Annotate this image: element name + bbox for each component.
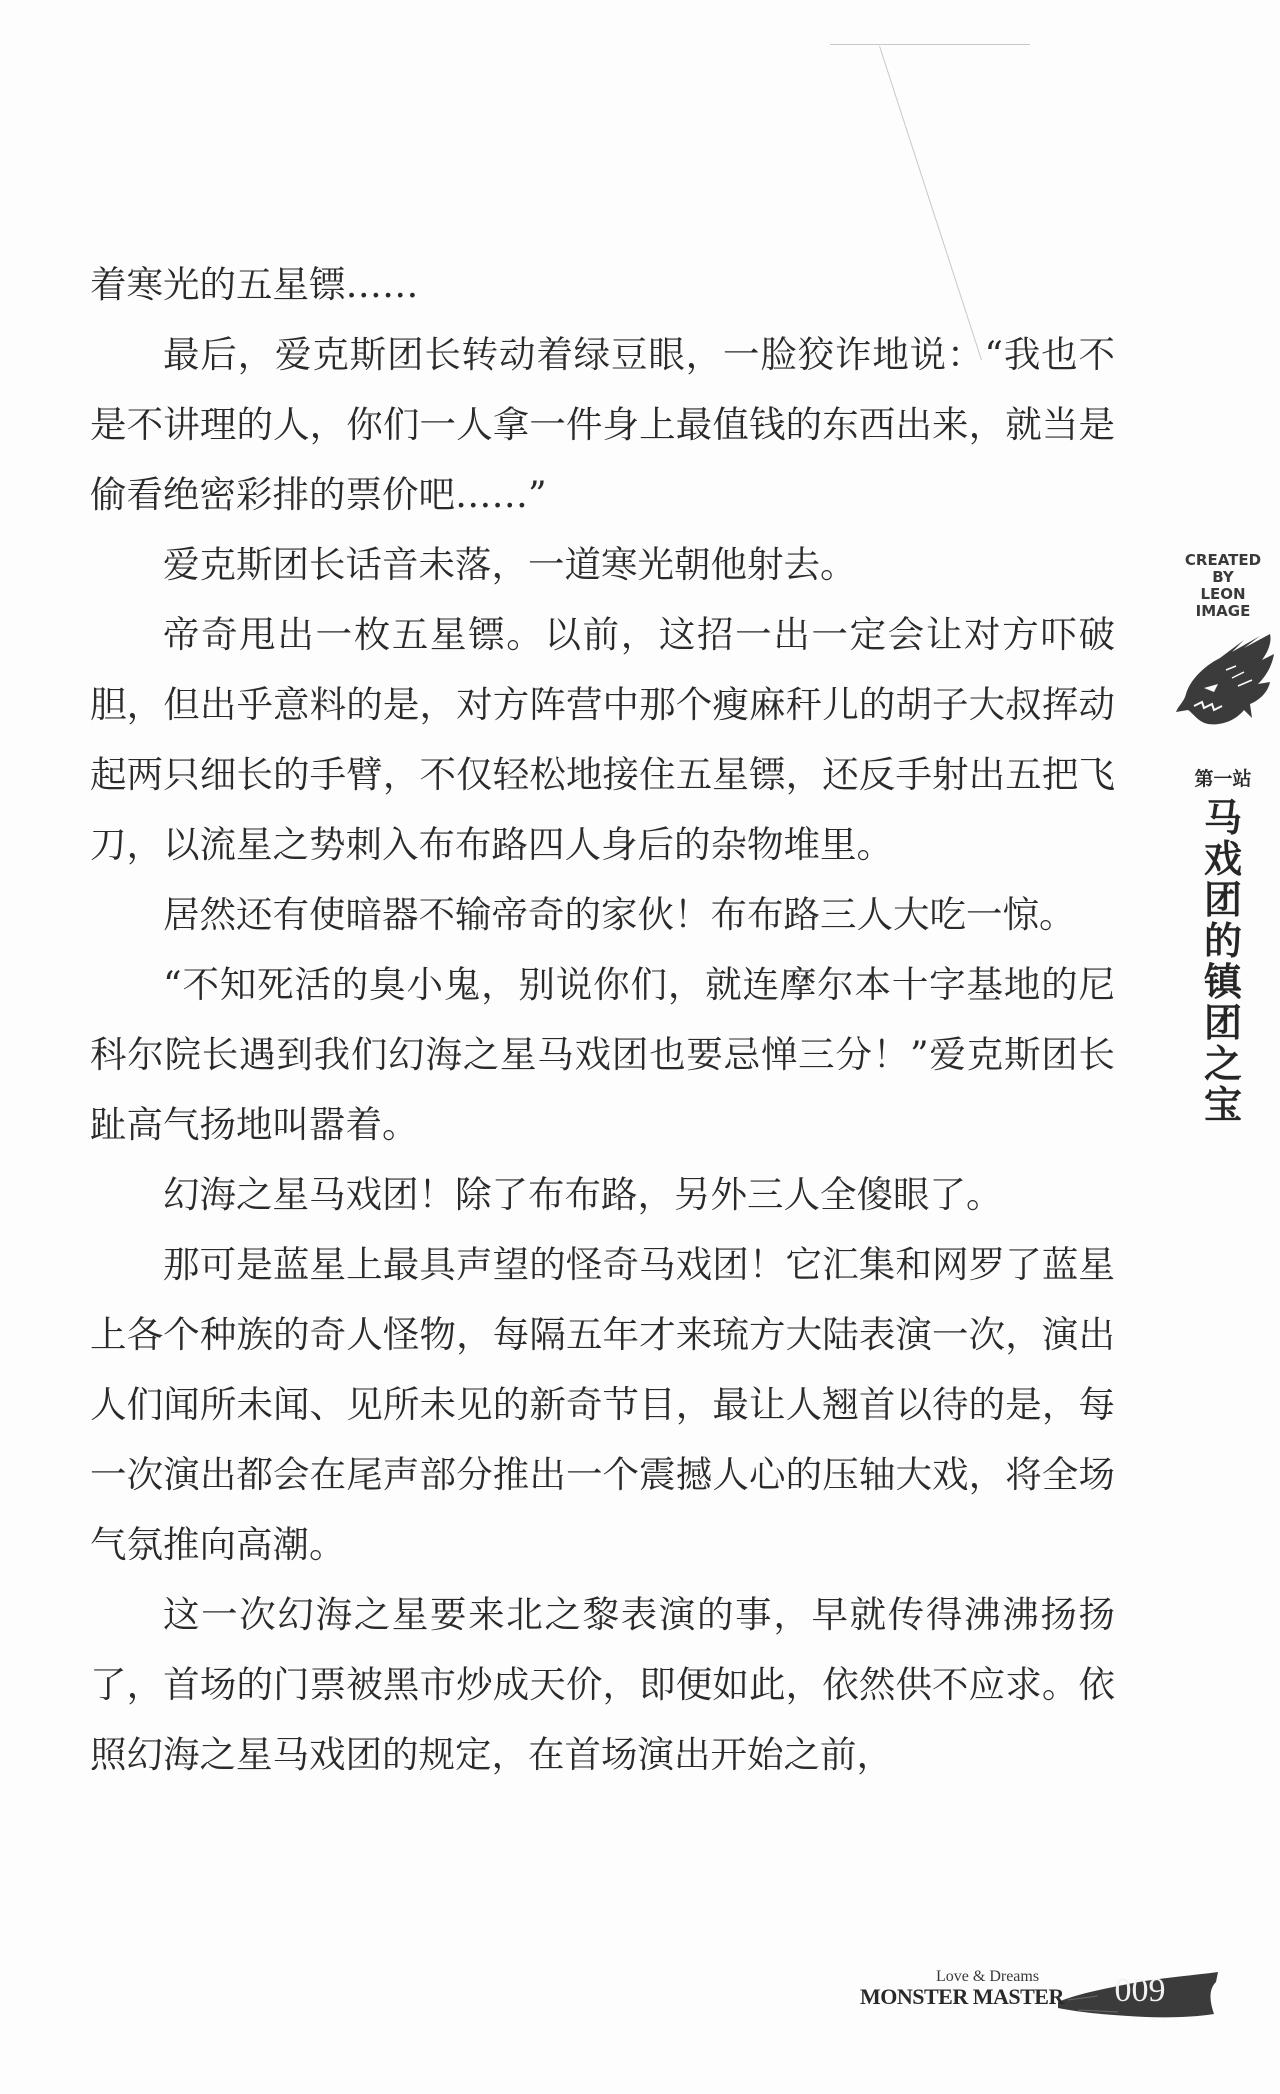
paragraph: 幻海之星马戏团！除了布布路，另外三人全傻眼了。: [163, 1173, 1003, 1216]
scan-mark: [830, 44, 1030, 45]
paragraph: 那可是蓝星上最具声望的怪奇马戏团！它汇集和网罗了蓝星上各个种族的奇人怪物，每隔五年才来琉方大陆表演一次，演出人们闻所未闻、见所未见的新奇节目，最让人翘首以待的是，每一次演出都会在尾声部分推出一个震撼人心的压轴大戏，将全场气氛推向高潮。: [90, 1243, 1115, 1566]
credit-line: LEON: [1200, 585, 1246, 603]
paragraph: 帝奇甩出一枚五星镖。以前，这招一出一定会让对方吓破胆，但出乎意料的是，对方阵营中那个瘦麻秆儿的胡子大叔挥动起两只细长的手臂，不仅轻松地接住五星镖，还反手射出五把飞刀，以流星之势刺入布布路四人身后的杂物堆里。: [90, 613, 1115, 866]
station-label: 第一站: [1194, 768, 1252, 790]
credit-line: CREATED: [1184, 551, 1262, 569]
dragon-head-icon: [1174, 626, 1278, 726]
paragraph: 着寒光的五星镖……: [90, 263, 419, 306]
paragraph: 爱克斯团长话音未落，一道寒光朝他射去。: [163, 543, 857, 586]
series-brand: MONSTER MASTER: [860, 1984, 1064, 2009]
series-subtitle: Love & Dreams: [936, 1968, 1040, 1985]
credit-line: IMAGE: [1195, 602, 1251, 620]
paragraph: “不知死活的臭小鬼，别说你们，就连摩尔本十字基地的尼科尔院长遇到我们幻海之星马戏团也要忌惮三分！”爱克斯团长趾高气扬地叫嚣着。: [90, 963, 1115, 1146]
paragraph: 最后，爱克斯团长转动着绿豆眼，一脸狡诈地说：“我也不是不讲理的人，你们一人拿一件身上最值钱的东西出来，就当是偷看绝密彩排的票价吧……”: [90, 333, 1115, 516]
chapter-side-tab: [1170, 551, 1280, 1127]
page-number: 009: [1114, 1972, 1166, 2009]
credit-line: BY: [1212, 568, 1234, 586]
chapter-title: 马戏团的镇团之宝: [1203, 796, 1242, 1127]
page-footer: [860, 1968, 1220, 2038]
paragraph: 这一次幻海之星要来北之黎表演的事，早就传得沸沸扬扬了，首场的门票被黑市炒成天价，即便如此，依然供不应求。依照幻海之星马戏团的规定，在首场演出开始之前，: [90, 1593, 1115, 1776]
creator-credit: [1170, 552, 1276, 620]
body-text: [90, 250, 1115, 1790]
paragraph: 居然还有使暗器不输帝奇的家伙！布布路三人大吃一惊。: [163, 893, 1076, 936]
